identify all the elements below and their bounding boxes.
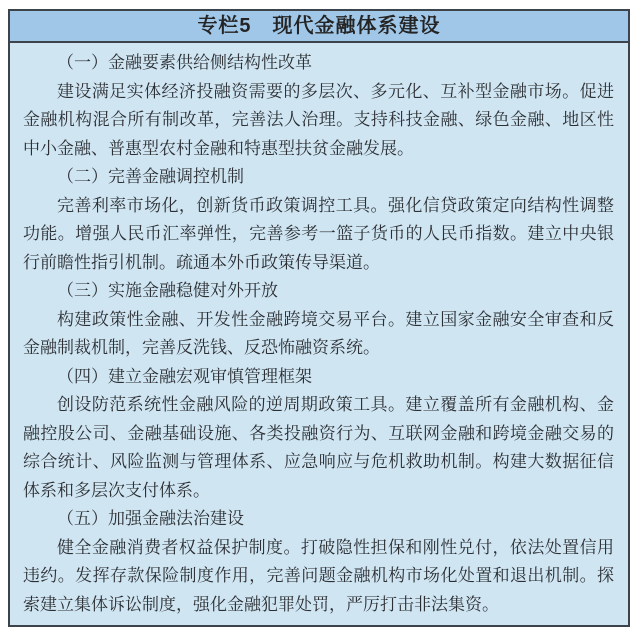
section-paragraph: 建设满足实体经济投融资需要的多层次、多元化、互补型金融市场。促进金融机构混合所有制改革，完善法人治理。支持科技金融、绿色金融、地区性中小金融、普惠型农村金融和特惠型扶贫金融发展。 <box>23 81 614 158</box>
section-heading: （五）加强金融法治建设 <box>57 509 244 528</box>
section <box>23 363 614 506</box>
section <box>23 49 614 163</box>
section-paragraph: 构建政策性金融、开发性金融跨境交易平台。建立国家金融安全审查和反金融制裁机制，完善反洗钱、反恐怖融资系统。 <box>23 309 614 357</box>
section-paragraph: 创设防范系统性金融风险的逆周期政策工具。建立覆盖所有金融机构、金融控股公司、金融基础设施、各类投融资行为、互联网金融和跨境金融交易的综合统计、风险监测与管理体系、应急响应与危机救助机制。构建大数据征信体系和多层次支付体系。 <box>23 395 614 500</box>
section <box>23 163 614 277</box>
section-heading: （四）建立金融宏观审慎管理框架 <box>57 366 312 386</box>
section <box>23 505 614 619</box>
column-box-body <box>10 43 628 625</box>
section <box>23 277 614 363</box>
section-heading: （三）实施金融稳健对外开放 <box>57 281 278 300</box>
section-paragraph: 完善利率市场化，创新货币政策调控工具。强化信贷政策定向结构性调整功能。增强人民币汇率弹性，完善参考一篮子货币的人民币指数。建立中央银行前瞻性指引机制。疏通本外币政策传导渠道。 <box>23 195 614 272</box>
section-heading: （一）金融要素供给侧结构性改革 <box>57 53 312 72</box>
column-box-title: 专栏5 现代金融体系建设 <box>10 11 628 43</box>
section-heading: （二）完善金融调控机制 <box>57 167 244 186</box>
column-box <box>8 9 630 627</box>
section-paragraph: 健全金融消费者权益保护制度。打破隐性担保和刚性兑付，依法处置信用违约。发挥存款保险制度作用，完善问题金融机构市场化处置和退出机制。探索建立集体诉讼制度，强化金融犯罪处罚，严厉打击非法集资。 <box>23 537 614 614</box>
